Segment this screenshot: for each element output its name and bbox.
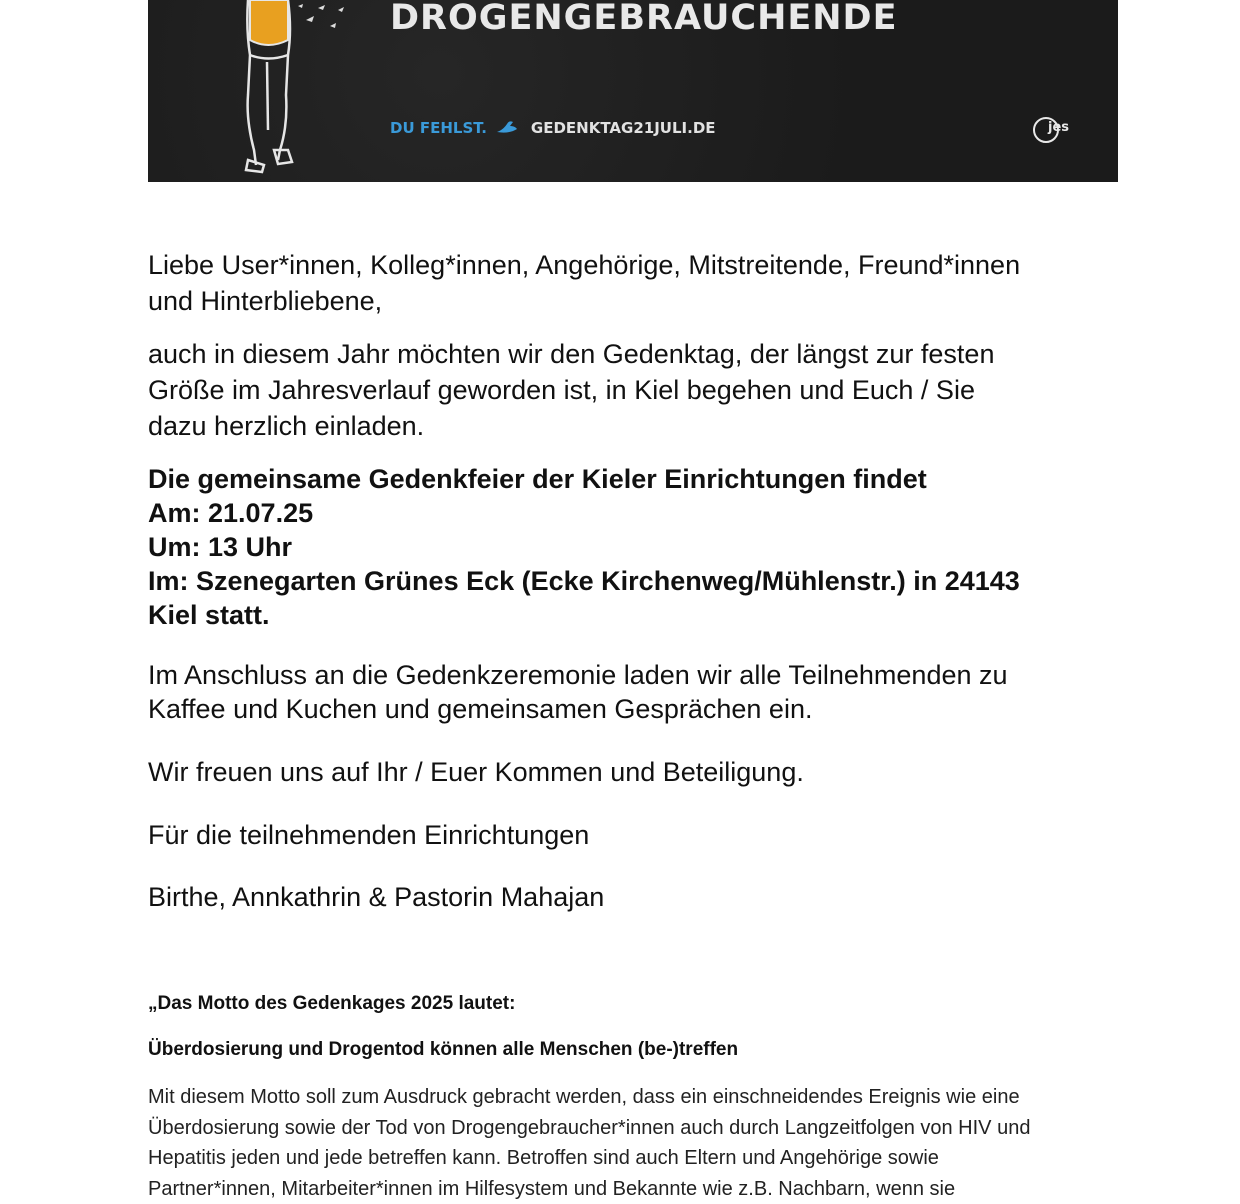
event-line-1: Die gemeinsame Gedenkfeier der Kieler Einrichtungen findet xyxy=(148,462,1108,496)
intro-line-2: Größe im Jahresverlauf geworden ist, in Kiel begehen und Euch / Sie xyxy=(148,372,1108,408)
motto-body-line-2: Überdosierung sowie der Tod von Drogengebraucher*innen auch durch Langzeitfolgen von HIV und xyxy=(148,1113,1108,1144)
jes-logo-text: jes xyxy=(1048,120,1069,135)
event-details xyxy=(148,462,1108,632)
banner-slogan: DU FEHLST. xyxy=(390,119,487,137)
intro-paragraph xyxy=(148,336,1108,444)
walking-person-illustration xyxy=(188,0,368,182)
closing-line: Wir freuen uns auf Ihr / Euer Kommen und Beteiligung. xyxy=(148,754,1108,790)
intro-line-3: dazu herzlich einladen. xyxy=(148,408,1108,444)
after-line-1: Im Anschluss an die Gedenkzeremonie laden wir alle Teilnehmenden zu xyxy=(148,658,1108,692)
motto-body-line-3: Hepatitis jeden und jede betreffen kann. Betroffen sind auch Eltern und Angehörige sowie xyxy=(148,1143,1108,1174)
motto-body-line-1: Mit diesem Motto soll zum Ausdruck gebracht werden, dass ein einschneidendes Ereignis wie eine xyxy=(148,1082,1108,1113)
event-location-end: Kiel statt. xyxy=(148,598,1108,632)
event-location: Im: Szenegarten Grünes Eck (Ecke Kirchenweg/Mühlenstr.) in 24143 xyxy=(148,564,1108,598)
event-time: Um: 13 Uhr xyxy=(148,530,1108,564)
after-paragraph xyxy=(148,658,1108,726)
banner-url[interactable]: GEDENKTAG21JULI.DE xyxy=(531,119,716,137)
greeting-line-1: Liebe User*innen, Kolleg*innen, Angehörige, Mitstreitende, Freund*innen xyxy=(148,247,1108,283)
motto-body xyxy=(148,1082,1108,1204)
motto-body-line-4: Partner*innen, Mitarbeiter*innen im Hilfesystem und Bekannte wie z.B. Nachbarn, wenn sie xyxy=(148,1174,1108,1204)
signature-names: Birthe, Annkathrin & Pastorin Mahajan xyxy=(148,879,1108,915)
jes-logo xyxy=(1032,112,1082,148)
after-line-2: Kaffee und Kuchen und gemeinsamen Gesprächen ein. xyxy=(148,692,1108,726)
intro-line-1: auch in diesem Jahr möchten wir den Gedenktag, der längst zur festen xyxy=(148,336,1108,372)
signoff-line: Für die teilnehmenden Einrichtungen xyxy=(148,817,1108,853)
greeting-line-2: und Hinterbliebene, xyxy=(148,283,1108,319)
motto-subheading: Überdosierung und Drogentod können alle Menschen (be-)treffen xyxy=(148,1039,1108,1061)
greeting xyxy=(148,247,1108,319)
motto-heading: „Das Motto des Gedenkages 2025 lautet: xyxy=(148,993,1108,1015)
banner-footer xyxy=(390,119,716,137)
bird-icon xyxy=(495,120,517,136)
banner-title: DROGENGEBRAUCHENDE xyxy=(390,0,898,38)
event-date: Am: 21.07.25 xyxy=(148,496,1108,530)
header-banner xyxy=(148,0,1118,182)
